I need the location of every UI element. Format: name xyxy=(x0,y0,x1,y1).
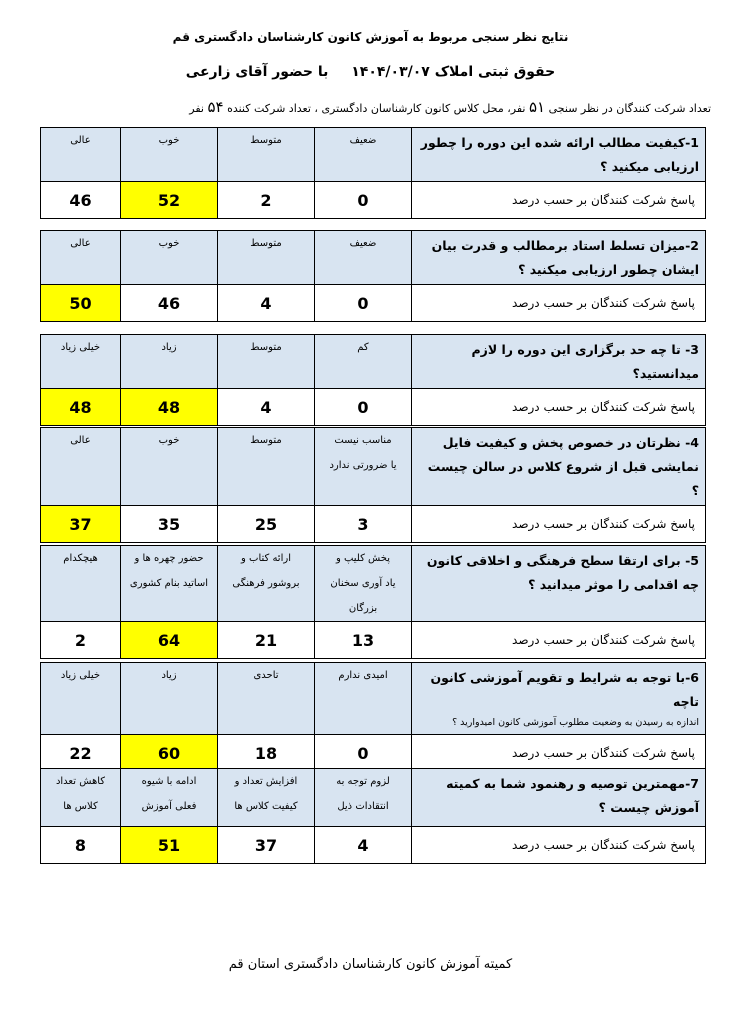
participants-line xyxy=(30,98,711,116)
question-table-3 xyxy=(40,334,706,426)
value-cell-highlighted: 50 xyxy=(41,285,121,322)
value-cell-highlighted: 37 xyxy=(41,506,121,543)
option-label: کم xyxy=(315,335,412,389)
option-label: عالی xyxy=(41,128,121,182)
option-label: خوب xyxy=(121,128,218,182)
option-line2: یا ضرورتی ندارد xyxy=(329,460,397,471)
value-cell: 0 xyxy=(315,285,412,322)
option-line1: ارائه کتاب و xyxy=(241,553,291,564)
option-label xyxy=(315,769,412,827)
value-cell-highlighted: 52 xyxy=(121,182,218,219)
option-line1: پخش کلیپ و xyxy=(335,553,391,564)
value-cell: 4 xyxy=(315,827,412,864)
option-label: عالی xyxy=(41,428,121,506)
option-line2: کلاس ها xyxy=(63,801,98,812)
option-label: متوسط xyxy=(218,128,315,182)
option-label xyxy=(41,769,121,827)
value-cell: 3 xyxy=(315,506,412,543)
question-text-line2: اندازه به رسیدن به وضعیت مطلوب آموزشی کانون امیدوارید ؟ xyxy=(452,717,699,728)
response-label: پاسخ شرکت کنندگان بر حسب درصد xyxy=(412,506,706,543)
response-label: پاسخ شرکت کنندگان بر حسب درصد xyxy=(412,735,706,772)
value-cell: 4 xyxy=(218,285,315,322)
option-line1: ادامه با شیوه xyxy=(141,776,197,787)
option-label: متوسط xyxy=(218,335,315,389)
question-table-2 xyxy=(40,230,706,322)
question-text: 1-کیفیت مطالب ارائه شده این دوره را چطور ارزیابی میکنید ؟ xyxy=(412,128,706,182)
course-line xyxy=(0,64,741,80)
option-line1: لزوم توجه به xyxy=(336,776,390,787)
question-text-line1: 6-با توجه به شرایط و تقویم آموزشی کانون تاچه xyxy=(430,670,699,709)
question-table-1 xyxy=(40,127,706,219)
option-line1: مناسب نیست xyxy=(334,435,392,446)
option-label xyxy=(41,546,121,622)
value-cell: 35 xyxy=(121,506,218,543)
value-cell-highlighted: 60 xyxy=(121,735,218,772)
option-label: خیلی زیاد xyxy=(41,663,121,735)
option-label: ضعیف xyxy=(315,128,412,182)
value-cell: 0 xyxy=(315,182,412,219)
option-label: ضعیف xyxy=(315,231,412,285)
option-label: امیدی ندارم xyxy=(315,663,412,735)
question-table-6 xyxy=(40,662,706,772)
value-cell: 0 xyxy=(315,389,412,426)
course-name: حقوق ثبتی املاک xyxy=(434,64,556,80)
option-line2: کیفیت کلاس ها xyxy=(234,801,298,812)
response-label: پاسخ شرکت کنندگان بر حسب درصد xyxy=(412,827,706,864)
value-cell-highlighted: 48 xyxy=(121,389,218,426)
value-cell: 21 xyxy=(218,622,315,659)
total-unit: نفر xyxy=(189,102,204,115)
question-text: 3- تا چه حد برگزاری این دوره را لازم میدانستید؟ xyxy=(412,335,706,389)
footer-committee: کمیته آموزش کانون کارشناسان دادگستری استان قم xyxy=(228,957,513,972)
value-cell: 46 xyxy=(121,285,218,322)
option-label: زیاد xyxy=(121,335,218,389)
question-text: 2-میزان تسلط استاد برمطالب و قدرت بیان ایشان چطور ارزیابی میکنید ؟ xyxy=(412,231,706,285)
question-table-7 xyxy=(40,768,706,864)
option-label: زیاد xyxy=(121,663,218,735)
option-line1: حضور چهره ها و xyxy=(134,553,204,564)
option-label xyxy=(315,428,412,506)
question-text: 5- برای ارتقا سطح فرهنگی و اخلاقی کانون چه اقدامی را موثر میدانید ؟ xyxy=(412,546,706,622)
total-count: ۵۴ xyxy=(207,98,224,116)
question-text: 4- نظرتان در خصوص پخش و کیفیت فایل نمایشی قبل از شروع کلاس در سالن چیست ؟ xyxy=(412,428,706,506)
option-label: متوسط xyxy=(218,231,315,285)
value-cell: 2 xyxy=(218,182,315,219)
option-line2: انتقادات ذیل xyxy=(337,801,389,812)
option-label: متوسط xyxy=(218,428,315,506)
question-text xyxy=(412,663,706,735)
response-label: پاسخ شرکت کنندگان بر حسب درصد xyxy=(412,389,706,426)
question-table-4 xyxy=(40,427,706,543)
option-line1: افزایش تعداد و xyxy=(234,776,298,787)
option-label xyxy=(121,769,218,827)
response-label: پاسخ شرکت کنندگان بر حسب درصد xyxy=(412,285,706,322)
participants-text-b: نفر، محل کلاس کانون کارشناسان دادگستری ، تعداد شرکت کننده xyxy=(227,102,526,115)
option-line2: اساتید بنام کشوری xyxy=(129,578,209,589)
instructor: با حضور آقای زارعی xyxy=(185,64,329,80)
option-label: خوب xyxy=(121,231,218,285)
value-cell: 18 xyxy=(218,735,315,772)
value-cell: 25 xyxy=(218,506,315,543)
value-cell-highlighted: 51 xyxy=(121,827,218,864)
option-line2: فعلی آموزش xyxy=(141,801,197,812)
value-cell: 2 xyxy=(41,622,121,659)
option-line1: کاهش تعداد xyxy=(55,776,106,787)
option-label: خیلی زیاد xyxy=(41,335,121,389)
option-line1: هیچکدام xyxy=(63,553,98,564)
report-title: نتایج نظر سنجی مربوط به آموزش کانون کارشناسان دادگستری قم xyxy=(172,30,569,44)
option-label: تاحدی xyxy=(218,663,315,735)
participants-text-a: تعداد شرکت کنندگان در نظر سنجی xyxy=(548,102,711,115)
value-cell: 22 xyxy=(41,735,121,772)
value-cell: 8 xyxy=(41,827,121,864)
option-label xyxy=(315,546,412,622)
value-cell: 4 xyxy=(218,389,315,426)
response-label: پاسخ شرکت کنندگان بر حسب درصد xyxy=(412,622,706,659)
option-label xyxy=(218,769,315,827)
value-cell-highlighted: 64 xyxy=(121,622,218,659)
value-cell: 37 xyxy=(218,827,315,864)
option-label: خوب xyxy=(121,428,218,506)
value-cell: 0 xyxy=(315,735,412,772)
course-date: ۱۴۰۴/۰۳/۰۷ xyxy=(351,64,430,80)
option-label xyxy=(121,546,218,622)
option-line2: بروشور فرهنگی xyxy=(232,578,300,589)
value-cell: 46 xyxy=(41,182,121,219)
response-label: پاسخ شرکت کنندگان بر حسب درصد xyxy=(412,182,706,219)
value-cell: 13 xyxy=(315,622,412,659)
option-line2: یاد آوری سخنان بزرگان xyxy=(330,578,396,614)
option-label: عالی xyxy=(41,231,121,285)
question-text: 7-مهمترین توصیه و رهنمود شما به کمیته آموزش چیست ؟ xyxy=(412,769,706,827)
participants-count: ۵۱ xyxy=(528,98,546,116)
question-table-5 xyxy=(40,545,706,659)
value-cell-highlighted: 48 xyxy=(41,389,121,426)
option-label xyxy=(218,546,315,622)
